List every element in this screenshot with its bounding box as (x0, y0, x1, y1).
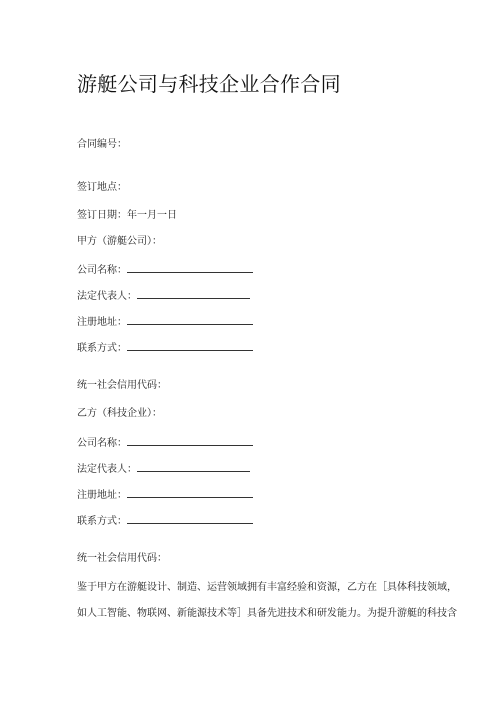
party-b-rep-row (77, 462, 250, 476)
party-a-company-row (77, 263, 253, 277)
party-a-rep-row (77, 289, 250, 303)
party-b-credit-code-label: 统一社会信用代码： (77, 553, 167, 564)
party-a-address-row (77, 315, 253, 329)
party-a-heading: 甲方（游艇公司）： (77, 236, 162, 247)
party-a-rep-blank (137, 289, 250, 299)
party-a-company-blank (127, 263, 253, 273)
party-b-contact-blank (127, 514, 253, 524)
party-b-address-blank (127, 488, 253, 498)
party-b-address-row (77, 488, 253, 502)
party-b-company-blank (127, 436, 253, 446)
paragraph-line-2: 如人工智能、物联网、新能源技术等］具备先进技术和研发能力。为提升游艇的科技含 (77, 608, 457, 619)
party-b-heading: 乙方（科技企业）： (77, 408, 162, 419)
party-b-company-row (77, 436, 253, 450)
party-a-contact-label: 联系方式： (77, 343, 127, 354)
party-b-rep-blank (137, 462, 250, 472)
paragraph-line-1: 鉴于甲方在游艇设计、制造、运营领域拥有丰富经验和资源，乙方在［具体科技领域， (77, 582, 457, 593)
party-b-contact-label: 联系方式： (77, 516, 127, 527)
party-b-company-label: 公司名称： (77, 438, 127, 449)
party-a-contact-blank (127, 341, 253, 351)
party-a-rep-label: 法定代表人： (77, 291, 137, 302)
contract-number-label: 合同编号： (77, 139, 127, 150)
party-a-credit-code-label: 统一社会信用代码： (77, 380, 167, 391)
party-a-company-label: 公司名称： (77, 265, 127, 276)
sign-date-label: 签订日期：年一月一日 (77, 210, 177, 221)
party-b-rep-label: 法定代表人： (77, 464, 137, 475)
sign-place-label: 签订地点： (77, 182, 127, 193)
party-b-contact-row (77, 514, 253, 528)
page-title: 游艇公司与科技企业合作合同 (77, 72, 341, 96)
party-a-address-blank (127, 315, 253, 325)
party-b-address-label: 注册地址： (77, 490, 127, 501)
party-a-address-label: 注册地址： (77, 317, 127, 328)
party-a-contact-row (77, 341, 253, 355)
